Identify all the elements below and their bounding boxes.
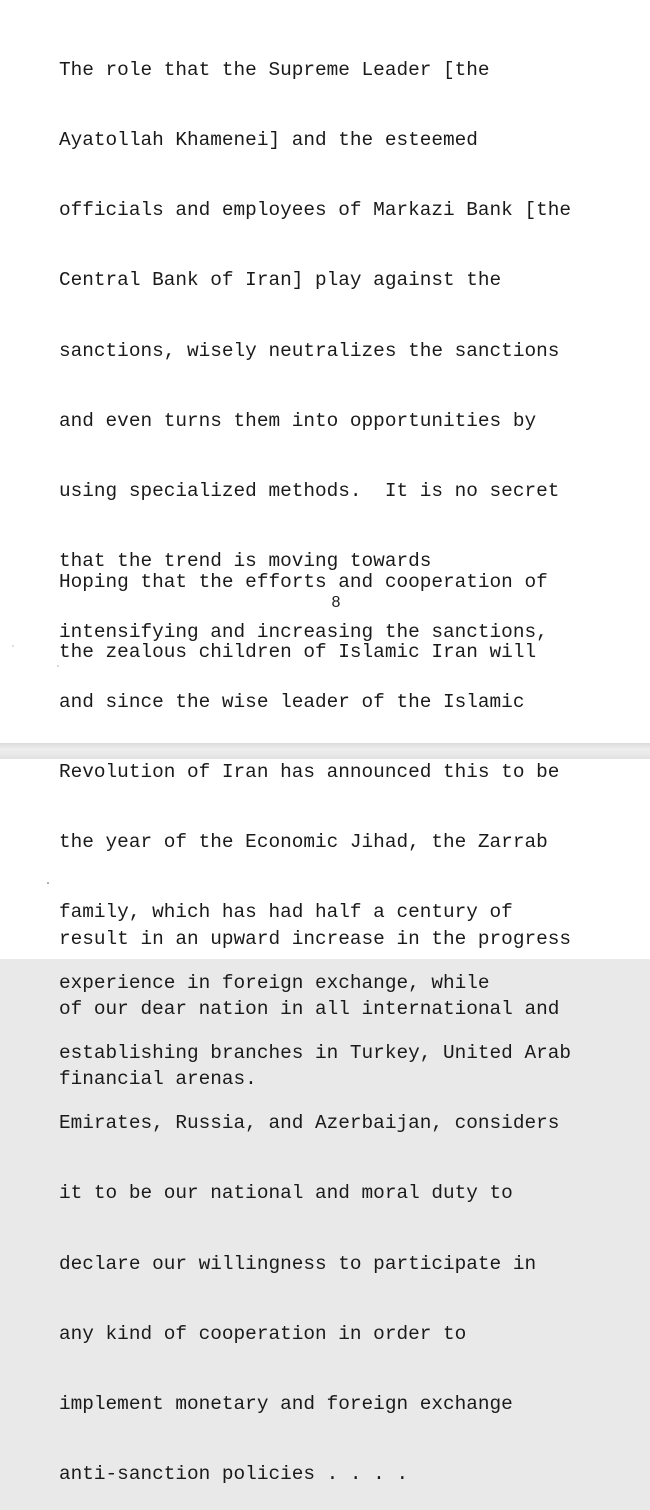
text-line: Revolution of Iran has announced this to be [59, 761, 560, 783]
text-line: the year of the Economic Jihad, the Zarrab [59, 831, 548, 854]
scan-speck [12, 645, 14, 647]
text-line: implement monetary and foreign exchange [59, 1392, 513, 1415]
text-line: any kind of cooperation in order to [59, 1322, 467, 1345]
text-line: using specialized methods. It is no secret [59, 480, 560, 503]
text-line: Hoping that the efforts and cooperation of [59, 570, 548, 593]
scan-speck [57, 665, 59, 667]
text-line: establishing branches in Turkey, United Arab [59, 1041, 571, 1064]
text-line: family, which has had half a century of [59, 901, 513, 924]
body-paragraph [59, 12, 571, 1510]
text-line: The role that the Supreme Leader [the [59, 58, 490, 81]
text-line: sanctions, wisely neutralizes the sanctions [59, 339, 560, 362]
text-line: and since the wise leader of the Islamic [59, 690, 525, 713]
text-line: Central Bank of Iran] play against the [59, 269, 502, 292]
text-line: result in an upward increase in the progress [59, 927, 571, 950]
text-line: it to be our national and moral duty to [59, 1182, 513, 1205]
text-line: financial arenas. [59, 1068, 257, 1091]
scan-speck [47, 882, 49, 884]
text-line: Ayatollah Khamenei] and the esteemed [59, 129, 478, 152]
text-line: anti-sanction policies . . . . [59, 1463, 409, 1486]
text-line: experience in foreign exchange, while [59, 971, 490, 994]
page-number: 8 [331, 594, 341, 611]
text-line: the zealous children of Islamic Iran will [59, 641, 537, 664]
body-paragraph [59, 881, 571, 1115]
text-line: Emirates, Russia, and Azerbaijan, considers [59, 1112, 560, 1135]
text-line: of our dear nation in all international and [59, 998, 560, 1021]
text-line: officials and employees of Markazi Bank [the [59, 199, 571, 222]
text-line: and even turns them into opportunities by [59, 409, 537, 432]
text-line: that the trend is moving towards [59, 550, 432, 573]
text-line: declare our willingness to participate in [59, 1252, 537, 1275]
text-line: intensifying and increasing the sanctions, [59, 620, 548, 643]
